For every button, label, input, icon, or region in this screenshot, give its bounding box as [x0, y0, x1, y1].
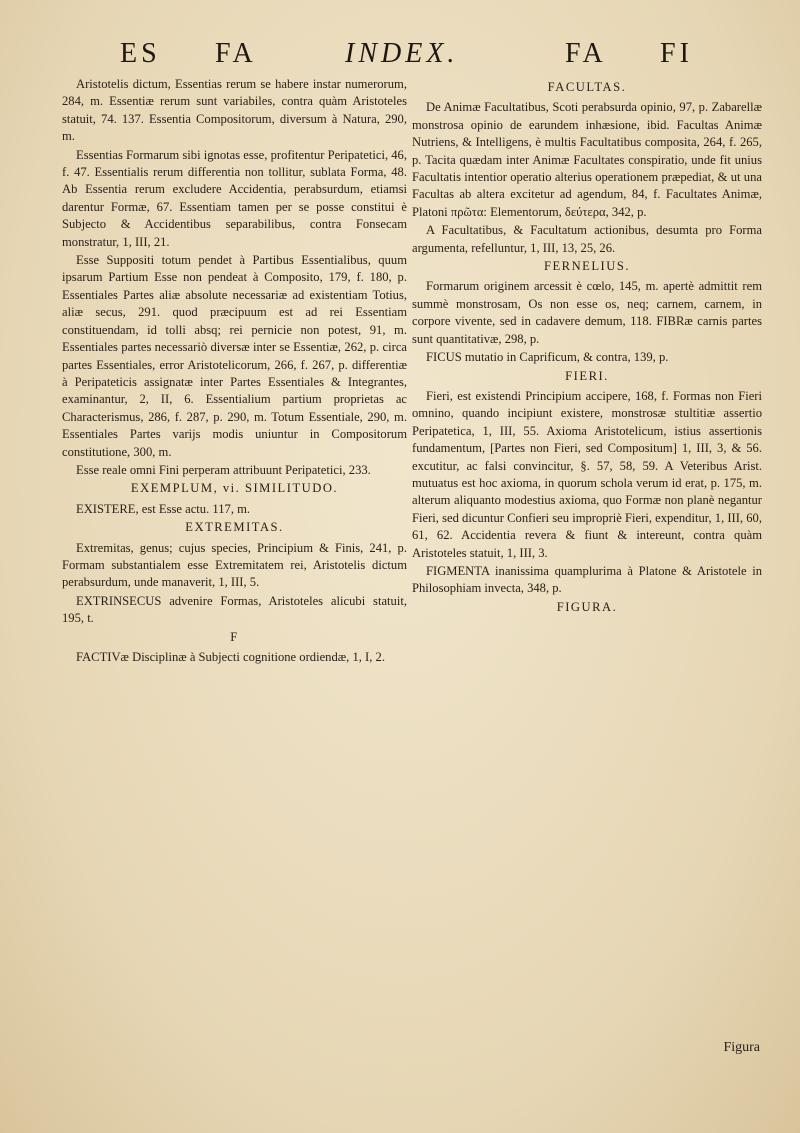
- entry-essentia-2: Essentias Formarum sibi ignotas esse, profitentur Peripatetici, 46, f. 47. Essentialis rerum differentia non tollitur, sublata Forma, 48. Ab Essentia rerum excludere Accidentia, perabsurdum, etiamsi darentur Formæ, 67. Essentiam tamen per se posse constitui è Subjecto & Accidentibus separabilibus, contra Fonsecam monstratur, 1, III, 21.: [62, 147, 407, 249]
- entry-esse-reale: Esse reale omni Fini perperam attribuunt Peripatetici, 233.: [76, 462, 371, 477]
- header-right-1: FA: [565, 38, 607, 69]
- header-right-2: FI: [660, 38, 693, 69]
- entry-esse-suppositi: Esse Suppositi totum pendet à Partibus Essentialibus, quum ipsarum Partium Esse non pendeat à Composito, 179, f. 180, p. Essentiales Partes aliæ absolute necessariæ ad existentiam Totius, aliæ secus, 291. quod præcipuum est ad rei Essentiam constituendam, id tolli absq; rei pernicie non potest, 91, m. Essentiales partes necessariò diversæ inter se Essentiæ, 262, p. circa partes Essentiales, error Aristotelicorum, 266, f. 267, p. differentiæ à Peripateticis assignatæ inter Partes Essentiales & Integrantes, examinantur, 2, II, 6. Essentialium partium proprietas ac Characterismus, 286, f. 287, p. 290, m. Totum Essentiale, 290, m. Essentiales Partes varijs modis uniuntur in Compositorum constitutione, 300, m.: [62, 253, 407, 459]
- entry-fieri: Fieri, est existendi Principium accipere, 168, f. Formas non Fieri omnino, quando incipiunt existere, monstrosæ stultitiæ assertio Peripatetica, 1, III, 55. Axioma Aristotelicum, istius assertionis fundamentum, [Partes non Fieri, sed Compositum] 1, III, 3, & 56. excutitur, ac falsi convincitur, §. 57, 58, 59. A Veteribus Arist. mutuatus est hoc axioma, in quorum schola verum id erat, p. 175, m. alterum aliquanto modestius axioma, quo Formæ non planè negantur Fieri, sed dicuntur Confieri seu impropriè Fieri, expenditur, 1, III, 60, 61, 62. Accidentia revera & fiunt & intereunt, contra quàm Aristoteles statuit, 1, III, 3.: [412, 388, 762, 560]
- entry-facultas-1: De Animæ Facultatibus, Scoti perabsurda opinio, 97, p. Zabarellæ monstrosa opinio de earundem inhæsione, ibid. Facultas Animæ Nutriens, & Intelligens, è multis Facultatibus composita, 264, f. 265, p. Tacita quædam inter Animæ Facultates conspiratio, unde fit unius Facultatis intentior operatio alterius operationem præpediat, & ut una Facultas ab altera excitetur ad agendum, 84, f. Facultates Animæ, Platoni πρῶτα: Elementorum, δεύτερα, 342, p.: [412, 100, 762, 219]
- right-column: [412, 76, 762, 619]
- entry-essentia-1: Aristotelis dictum, Essentias rerum se habere instar numerorum, 284, m. Essentiæ rerum sunt variabiles, contra quàm Aristoteles statuit, 74. 137. Essentia Compositorum, diversum à Natura, 290, m.: [62, 77, 407, 144]
- header-left-2: FA: [215, 38, 257, 69]
- heading-fernelius: FERNELIUS.: [543, 259, 631, 274]
- entry-facultas-2: A Facultatibus, & Facultatum actionibus, desumta pro Forma argumenta, refelluntur, 1, III, 13, 25, 26.: [412, 223, 762, 255]
- header-left-1: ES: [120, 38, 161, 69]
- header-center: INDEX.: [345, 38, 459, 69]
- heading-facultas: FACULTAS.: [547, 80, 627, 94]
- entry-exemplum: EXEMPLUM, vi. SIMILITUDO.: [130, 481, 339, 496]
- running-header: [0, 38, 800, 72]
- entry-figmenta: FIGMENTA inanissima quamplurima à Platone & Aristotele in Philosophiam invecta, 348, p.: [412, 563, 762, 596]
- catchword: Figura: [723, 1040, 760, 1055]
- entry-extrinsecus: EXTRINSECUS advenire Formas, Aristoteles alicubi statuit, 195, t.: [62, 593, 407, 626]
- entry-extremitas: Extremitas, genus; cujus species, Principium & Finis, 241, p. Formam substantialem esse Extremitatem rei, Aristotelis dictum perabsurdum, unde manaverit, 1, III, 5.: [62, 540, 407, 590]
- heading-letter-f: F: [230, 629, 239, 644]
- left-column: [62, 76, 407, 666]
- heading-fieri: FIERI.: [565, 368, 609, 383]
- heading-extremitas: EXTREMITAS.: [185, 520, 284, 535]
- heading-figura: FIGURA.: [556, 599, 618, 614]
- entry-factivae: FACTIVæ Disciplinæ à Subjecti cognitione ordiendæ, 1, I, 2.: [76, 650, 385, 664]
- entry-ficus: FICUS mutatio in Caprificum, & contra, 139, p.: [426, 350, 669, 365]
- entry-existere: EXISTERE, est Esse actu. 117, m.: [76, 501, 251, 516]
- entry-fernelius: Formarum originem arcessit è cœlo, 145, m. apertè admittit rem summè monstrosam, Os non esse os, neq; carnem, carnem, in corpore vivente, sed in cadavere demum, 118. FIBRæ carnis partes sunt quantitativæ, 298, p.: [412, 279, 762, 346]
